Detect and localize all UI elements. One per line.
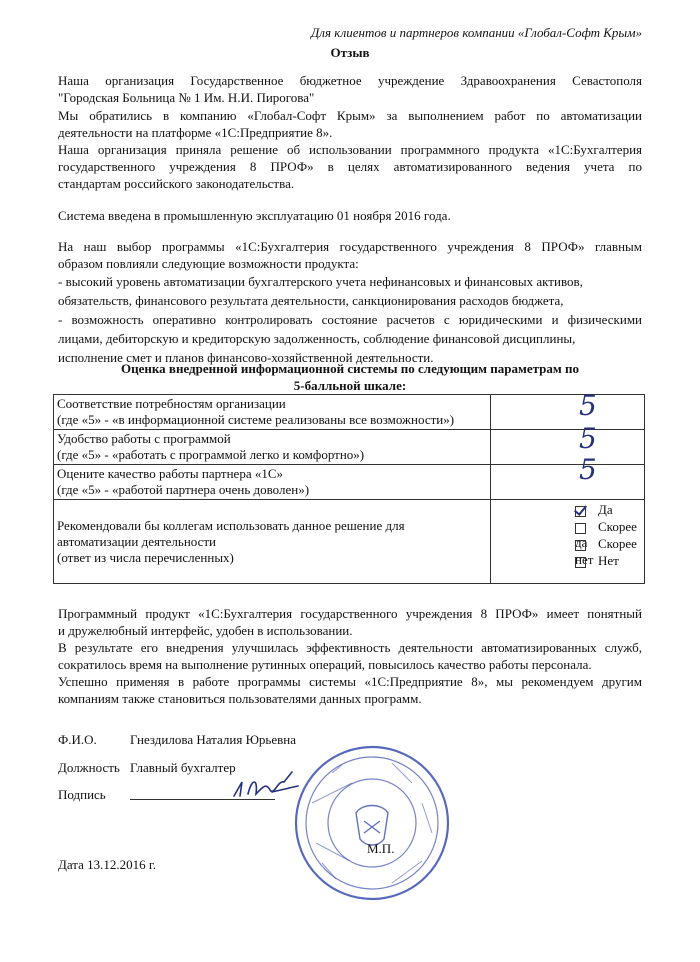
score-cell: [491, 389, 645, 430]
criterion-name: Удобство работы с программой: [57, 431, 231, 446]
criterion-scale: (где «5» - «работать с программой легко и комфортно»): [57, 447, 365, 462]
text-line: На наш выбор программы «1С:Бухгалтерия государственного учреждения 8 ПРОФ» главным: [58, 239, 642, 254]
table-row: [54, 465, 645, 500]
score-value: 5: [579, 453, 597, 486]
score-cell: [491, 453, 645, 500]
evaluation-title: [58, 360, 642, 394]
launch-paragraph: Система введена в промышленную эксплуатацию 01 ноября 2016 года.: [58, 208, 451, 223]
option-label: Скорее да: [575, 519, 637, 550]
text-line: - высокий уровень автоматизации бухгалтерского учета нефинансовых и финансовых активов,: [58, 274, 583, 289]
text-line: государственного учреждения 8 ПРОФ» в целях автоматизированного ведения учета по: [58, 159, 642, 174]
criterion-name: Оцените качество работы партнера «1С»: [57, 466, 284, 481]
option-label: Скорее нет: [575, 536, 637, 567]
conclusion-section: [58, 605, 642, 707]
text-line: лицами, дебиторскую и кредиторскую задолженность, соблюдение финансовой дисциплины,: [58, 331, 576, 346]
official-stamp: [292, 743, 452, 903]
table-row: [54, 500, 645, 584]
criterion-cell: [54, 430, 491, 465]
recommend-question-line: автоматизации деятельности: [57, 533, 217, 549]
table-row: [54, 430, 645, 465]
table-row: [54, 395, 645, 430]
score-value: 5: [579, 422, 597, 455]
text-line: обязательств, финансового результата деятельности, санкционирования расходов бюджета,: [58, 293, 564, 308]
recommend-question-line: (ответ из числа перечисленных): [57, 549, 234, 565]
text-line: В результате его внедрения улучшилась эффективность деятельности автоматизированных служб,: [58, 640, 642, 655]
text-line: исполнение смет и планов финансово-хозяйственной деятельности.: [58, 350, 434, 365]
evaluation-table: [53, 389, 645, 584]
score-value: 5: [579, 389, 597, 422]
criterion-scale: (где «5» - «в информационной системе реализованы все возможности»): [57, 412, 455, 427]
text-line: - возможность оперативно контролировать состояние расчетов с юридическими и физическими: [58, 312, 642, 327]
evaluation-title-line: 5-балльной шкале:: [293, 378, 407, 393]
document-title: Отзыв: [330, 45, 370, 60]
option-net[interactable]: [575, 553, 641, 570]
option-label: Да: [598, 502, 613, 517]
sign-row: [58, 786, 130, 803]
text-line: деятельности на платформе «1С:Предприятие 8».: [58, 125, 333, 140]
checkbox-icon[interactable]: [575, 557, 586, 568]
recommend-question-cell: [54, 500, 491, 584]
criterion-scale: (где «5» - «работой партнера очень доволен»): [57, 482, 310, 497]
option-skoree-da[interactable]: [575, 519, 641, 550]
checkbox-checked-icon[interactable]: [575, 506, 586, 517]
stamp-mark: М.П.: [367, 841, 395, 856]
choice-section: [58, 238, 642, 366]
text-line: и дружелюбный интерфейс, удобен в использовании.: [58, 623, 353, 638]
text-line: Мы обратились в компанию «Глобал-Софт Крым» за выполнением работ по автоматизации: [58, 108, 642, 123]
position-label: Должность: [58, 760, 120, 775]
checkbox-icon[interactable]: [575, 523, 586, 534]
option-da[interactable]: [575, 502, 641, 519]
recommend-options-cell: [491, 500, 645, 584]
text-line: Программный продукт «1С:Бухгалтерия государственного учреждения 8 ПРОФ» имеет понятный: [58, 606, 642, 621]
fio-row: [58, 731, 296, 748]
position-row: [58, 759, 236, 776]
checkbox-icon[interactable]: [575, 540, 586, 551]
intro-section: [58, 72, 642, 192]
document-date: Дата 13.12.2016 г.: [58, 857, 157, 872]
text-line: Успешно применяя в работе программы системы «1С:Предприятие 8», мы рекомендуем другим: [58, 674, 642, 689]
text-line: Наша организация Государственное бюджетное учреждение Здравоохранения Севастополя: [58, 73, 642, 88]
position-value: Главный бухгалтер: [130, 760, 236, 775]
text-line: образом повлияли следующие возможности продукта:: [58, 256, 359, 271]
text-line: стандартам российского законодательства.: [58, 176, 295, 191]
text-line: сократилось время на выполнение рутинных операций, повысилось качество работы персонала.: [58, 657, 592, 672]
criterion-cell: [54, 465, 491, 500]
document-header: Для клиентов и партнеров компании «Глобал-Софт Крым»: [311, 25, 642, 40]
score-cell: [491, 422, 645, 465]
recommend-question-line: Рекомендовали бы коллегам использовать данное решение для: [57, 517, 405, 533]
text-line: "Городская Больница № 1 Им. Н.И. Пирогова": [58, 90, 315, 105]
text-line: Наша организация приняла решение об использовании программного продукта «1С:Бухгалтерия: [58, 142, 642, 157]
criterion-name: Соответствие потребностям организации: [57, 396, 286, 411]
evaluation-title-line: Оценка внедренной информационной системы по следующим параметрам по: [121, 361, 579, 376]
text-line: компаниям также становиться пользователями данных программ.: [58, 691, 422, 706]
fio-value: Гнездилова Наталия Юрьевна: [130, 732, 296, 747]
option-skoree-net[interactable]: [575, 536, 641, 567]
criterion-cell: [54, 395, 491, 430]
fio-label: Ф.И.О.: [58, 732, 97, 747]
sign-label: Подпись: [58, 787, 106, 802]
option-label: Нет: [598, 553, 619, 568]
